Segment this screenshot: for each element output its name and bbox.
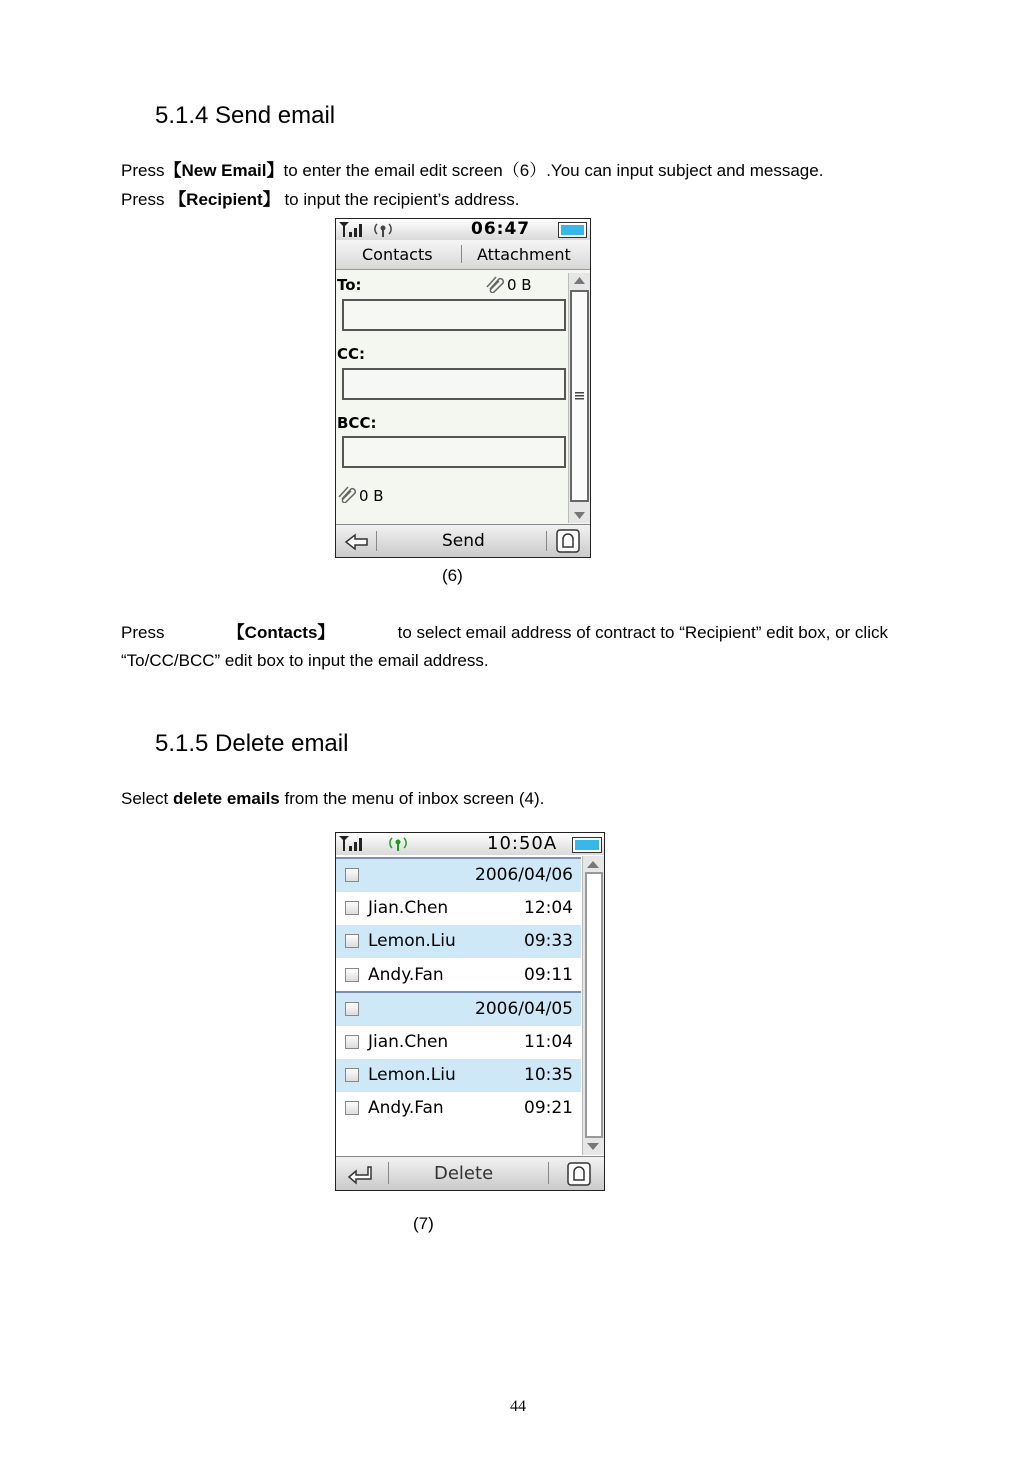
group-date: 2006/04/06 <box>475 865 573 885</box>
checkbox[interactable] <box>345 1002 359 1016</box>
checkbox[interactable] <box>345 868 359 882</box>
clock: 10:50A <box>487 833 558 854</box>
tab-bar <box>336 240 590 270</box>
email-time: 09:21 <box>524 1098 573 1118</box>
signal-icon <box>338 835 364 852</box>
email-row[interactable] <box>336 1026 581 1059</box>
softkey-bar <box>336 1156 604 1191</box>
scroll-down-icon[interactable] <box>574 512 585 519</box>
scrollbar[interactable] <box>582 856 604 1155</box>
date-group-header[interactable] <box>336 857 581 892</box>
email-time: 09:11 <box>524 965 573 985</box>
figure-caption: (6) <box>442 566 463 585</box>
sender-name: Lemon.Liu <box>368 1065 456 1085</box>
scrollbar-thumb[interactable] <box>585 872 603 1138</box>
bold-text: 【Contacts】 <box>227 623 335 642</box>
sender-name: Andy.Fan <box>368 965 444 985</box>
tab-attachment[interactable]: Attachment <box>477 245 571 264</box>
delete-button[interactable]: Delete <box>434 1163 494 1184</box>
paragraph-line <box>121 785 544 813</box>
softkey-bar <box>336 524 590 558</box>
signal-icon <box>338 221 364 238</box>
text: Press <box>121 161 165 180</box>
battery-icon <box>558 222 587 238</box>
scroll-up-icon[interactable] <box>574 277 585 284</box>
paperclip-icon <box>338 485 358 503</box>
divider <box>376 531 377 551</box>
status-bar <box>336 833 604 855</box>
text: Select <box>121 789 173 808</box>
text: from the menu of inbox screen (4). <box>279 789 545 808</box>
bold-text: 【New Email】 <box>164 161 284 180</box>
scrollbar-thumb[interactable] <box>570 290 589 502</box>
tab-contacts[interactable]: Contacts <box>362 245 433 264</box>
email-time: 12:04 <box>524 898 573 918</box>
text: to enter the email edit screen（6）.You can input subject and message. <box>283 161 824 180</box>
sender-name: Jian.Chen <box>368 1032 449 1052</box>
battery-icon <box>572 837 602 853</box>
email-row[interactable] <box>336 959 581 992</box>
sender-name: Jian.Chen <box>368 898 449 918</box>
bcc-input[interactable] <box>342 436 566 468</box>
divider <box>546 531 547 551</box>
email-row[interactable] <box>336 1059 581 1092</box>
scroll-down-icon[interactable] <box>587 1143 599 1150</box>
email-time: 11:04 <box>524 1032 573 1052</box>
paragraph-line <box>121 157 823 185</box>
text: to select email address of contract to “Recipient” edit box, or click <box>392 623 888 642</box>
email-row[interactable] <box>336 925 581 958</box>
checkbox[interactable] <box>345 1101 359 1115</box>
bold-text: 【Recipient】 <box>169 190 280 209</box>
to-label: To: <box>337 276 362 294</box>
checkbox[interactable] <box>345 901 359 915</box>
scrollbar[interactable] <box>568 273 590 523</box>
attachment-size: 0 B <box>507 276 532 294</box>
checkbox[interactable] <box>345 1068 359 1082</box>
antenna-icon <box>388 835 408 852</box>
figure-caption: (7) <box>413 1214 434 1233</box>
home-icon[interactable] <box>567 1162 591 1186</box>
text: Press <box>121 623 170 642</box>
checkbox[interactable] <box>345 968 359 982</box>
checkbox[interactable] <box>345 1035 359 1049</box>
tab-divider <box>461 245 462 263</box>
clock: 06:47 <box>471 219 531 239</box>
divider <box>388 1162 389 1184</box>
checkbox[interactable] <box>345 934 359 948</box>
return-icon[interactable] <box>346 1163 374 1185</box>
group-date: 2006/04/05 <box>475 999 573 1019</box>
paragraph-line <box>121 619 888 647</box>
email-row[interactable] <box>336 892 581 925</box>
cc-input[interactable] <box>342 368 566 400</box>
text: Press <box>121 190 170 209</box>
date-group-header[interactable] <box>336 991 581 1026</box>
paragraph-line <box>121 186 519 214</box>
email-time: 10:35 <box>524 1065 573 1085</box>
attachment-size: 0 B <box>359 487 384 505</box>
send-button[interactable]: Send <box>442 531 485 551</box>
sender-name: Lemon.Liu <box>368 931 456 951</box>
cc-label: CC: <box>337 345 366 363</box>
section-heading-send-email: 5.1.4 Send email <box>155 102 336 129</box>
scroll-up-icon[interactable] <box>587 861 599 868</box>
back-arrow-icon[interactable] <box>344 532 370 552</box>
section-heading-delete-email: 5.1.5 Delete email <box>155 730 349 757</box>
antenna-icon <box>373 221 393 238</box>
sender-name: Andy.Fan <box>368 1098 444 1118</box>
email-time: 09:33 <box>524 931 573 951</box>
text: to input the recipient’s address. <box>279 190 520 209</box>
inbox-delete-screen <box>335 832 605 1191</box>
page-number: 44 <box>510 1398 526 1415</box>
grip-icon <box>575 392 584 400</box>
paperclip-icon <box>486 275 506 293</box>
bold-text: delete emails <box>172 789 280 808</box>
to-input[interactable] <box>342 299 566 331</box>
divider <box>548 1162 549 1184</box>
email-row[interactable] <box>336 1092 581 1125</box>
email-edit-screen <box>335 218 591 558</box>
paragraph-line: “To/CC/BCC” edit box to input the email address. <box>121 651 489 670</box>
bcc-label: BCC: <box>337 414 377 432</box>
status-bar <box>336 219 590 240</box>
home-icon[interactable] <box>556 529 580 553</box>
